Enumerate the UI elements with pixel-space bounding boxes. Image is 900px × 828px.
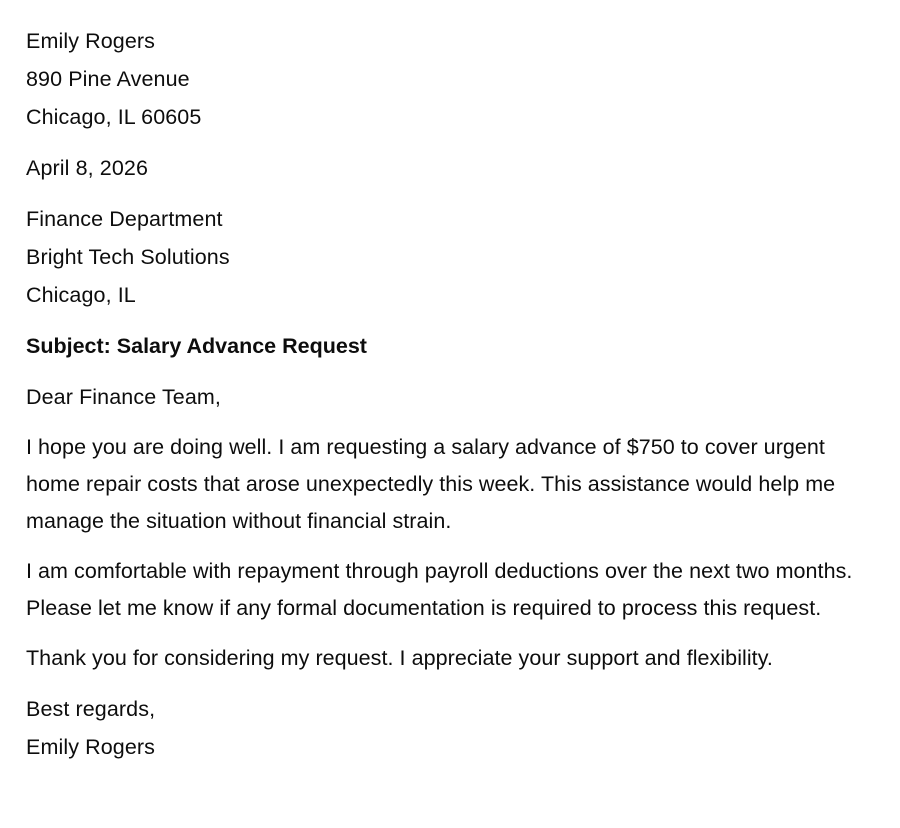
letter-date: April 8, 2026 (26, 156, 149, 180)
body-paragraph-3-block (26, 640, 875, 677)
date-block (26, 149, 875, 187)
salutation-block (26, 378, 875, 416)
body-paragraph-1-block (26, 429, 875, 540)
sender-name: Emily Rogers (26, 29, 156, 53)
sender-address-block (26, 22, 875, 136)
signature-name: Emily Rogers (26, 735, 156, 759)
recipient-company: Bright Tech Solutions (26, 245, 230, 269)
body-paragraph-2-block (26, 553, 875, 627)
recipient-department: Finance Department (26, 207, 223, 231)
body-paragraph-2: I am comfortable with repayment through payroll deductions over the next two months. Please let me know if any formal documentation is required to process this request. (26, 559, 853, 620)
salutation: Dear Finance Team, (26, 385, 221, 409)
recipient-city-state: Chicago, IL (26, 283, 136, 307)
body-paragraph-1: I hope you are doing well. I am requesting a salary advance of $750 to cover urgent home repair costs that arose unexpectedly this week. This assistance would help me manage the situation without financial strain. (26, 435, 836, 533)
closing-block (26, 690, 875, 766)
subject-line: Subject: Salary Advance Request (26, 334, 367, 358)
sender-street: 890 Pine Avenue (26, 67, 190, 91)
recipient-address-block (26, 200, 875, 314)
sender-city-state-zip: Chicago, IL 60605 (26, 105, 202, 129)
valediction: Best regards, (26, 697, 156, 721)
body-paragraph-3: Thank you for considering my request. I appreciate your support and flexibility. (26, 646, 773, 670)
subject-block (26, 327, 875, 365)
